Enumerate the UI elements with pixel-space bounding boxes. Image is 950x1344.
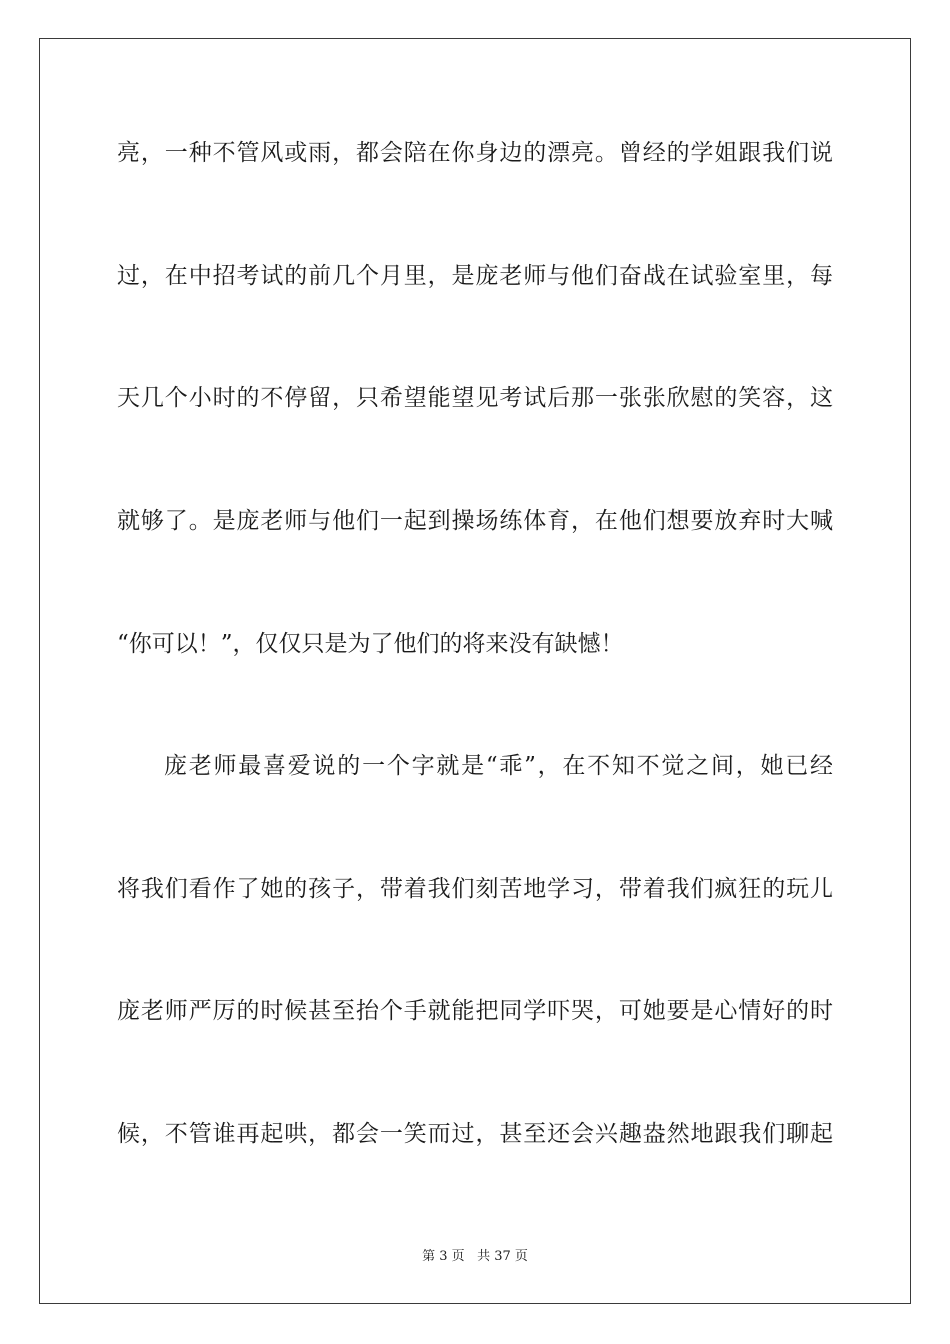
paragraph-line-4: 就够了。是庞老师与他们一起到操场练体育，在他们想要放弃时大喊 [117, 508, 833, 534]
page-footer [0, 1245, 950, 1264]
paragraph-line-9: 候，不管谁再起哄，都会一笑而过，甚至还会兴趣盎然地跟我们聊起 [117, 1121, 833, 1147]
paragraph-line-5: “你可以！”，仅仅只是为了他们的将来没有缺憾！ [117, 631, 624, 657]
paragraph-line-2: 过，在中招考试的前几个月里，是庞老师与他们奋战在试验室里，每 [117, 263, 833, 289]
page-number: 第 3 页 [422, 1249, 465, 1264]
paragraph-line-8: 庞老师严厉的时候甚至抬个手就能把同学吓哭，可她要是心情好的时 [117, 998, 833, 1024]
page-total: 共 37 页 [477, 1249, 528, 1264]
paragraph-line-7: 将我们看作了她的孩子，带着我们刻苦地学习，带着我们疯狂的玩儿 [117, 876, 833, 902]
paragraph-line-1: 亮，一种不管风或雨，都会陪在你身边的漂亮。曾经的学姐跟我们说 [117, 140, 833, 166]
paragraph-line-3: 天几个小时的不停留，只希望能望见考试后那一张张欣慰的笑容，这 [117, 385, 833, 411]
paragraph-line-6: 庞老师最喜爱说的一个字就是“乖”，在不知不觉之间，她已经 [164, 753, 833, 779]
